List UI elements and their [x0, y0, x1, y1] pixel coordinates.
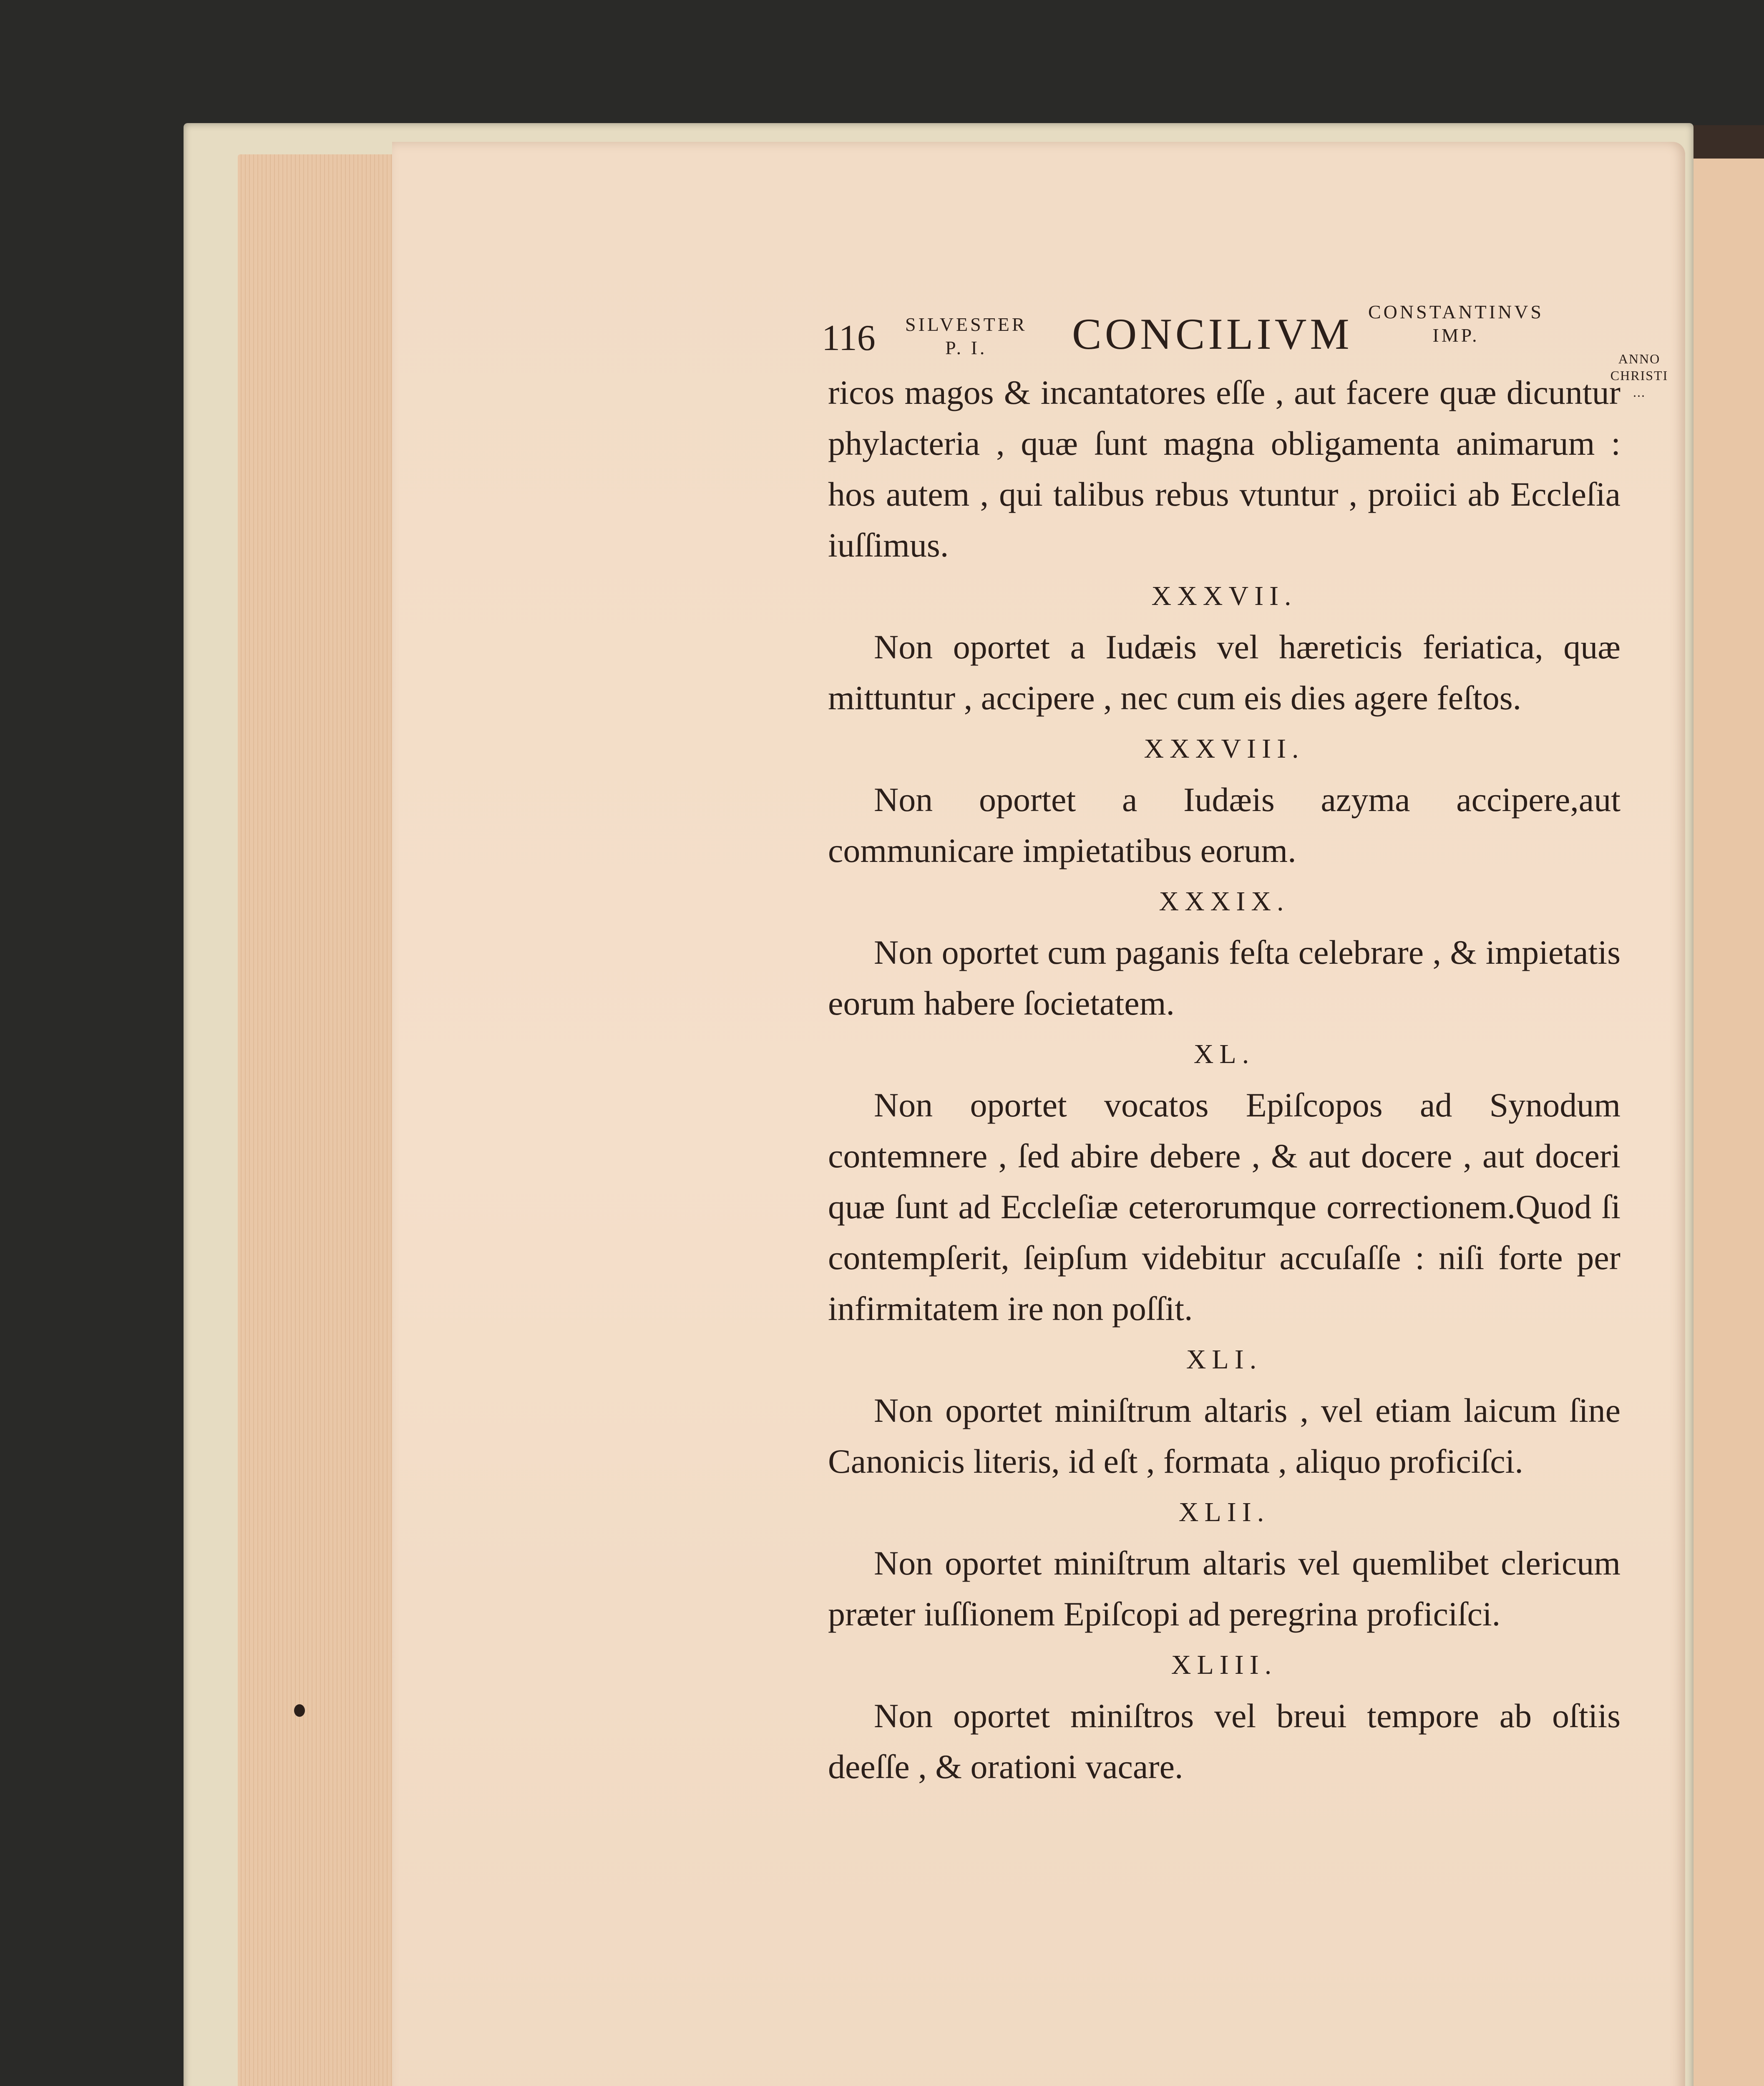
header-left-line2: P. I. [945, 337, 987, 358]
canon-number: XXXIX. [1159, 886, 1290, 917]
margin-note-line3: ... [1633, 385, 1646, 400]
canon-number: XLI. [1186, 1344, 1263, 1375]
margin-note-line1: ANNO [1618, 351, 1661, 366]
canon-number: XLIII. [1171, 1650, 1278, 1680]
header-left-line1: SILVESTER [905, 314, 1027, 335]
canon-text: Non oportet miniſtrum altaris , vel etiam laicum ſine Canonicis literis, id eſt , formata , aliquo proficiſci. [828, 1391, 1621, 1480]
header-right-label [1368, 300, 1544, 347]
ink-spot [294, 1704, 305, 1717]
canon-text: Non oportet cum paganis feſta celebrare , & impietatis eorum habere ſocietatem. [828, 933, 1621, 1022]
canon-text: Non oportet miniſtros vel breui tempore ab oſtiis deeſſe , & orationi vacare. [828, 1697, 1621, 1786]
canon-text: Non oportet vocatos Epiſcopos ad Synodum contemnere , ſed abire debere , & aut docere , aut doceri quæ ſunt ad Eccleſiæ ceterorumque correctionem.Quod ſi contempſerit, ſeipſum videbitur accuſaſſe : niſi forte per infirmitatem ire non poſſit. [828, 1086, 1621, 1328]
page-number: 116 [822, 318, 876, 358]
canon-number: XXXVII. [1151, 581, 1297, 611]
margin-note-line2: CHRISTI [1610, 368, 1668, 383]
canon-text: Non oportet a Iudæis azyma accipere,aut communicare impietatibus eorum. [828, 781, 1621, 869]
page-edge-stack [238, 154, 405, 2086]
header-right-line2: IMP. [1432, 325, 1480, 346]
adjacent-page [1685, 159, 1764, 2086]
header-left-label [905, 313, 1027, 360]
canon-text: Non oportet a Iudæis vel hæreticis feriatica, quæ mittuntur , accipere , nec cum eis dies agere feſtos. [828, 628, 1621, 717]
body-text [828, 367, 1621, 1792]
intro-paragraph: ricos magos & incantatores eſſe , aut facere quæ dicuntur phylacteria , quæ ſunt magna obligamenta animarum : hos autem , qui talibus rebus vtuntur , proiici ab Eccleſia iuſſimus. [828, 373, 1621, 564]
canon-text: Non oportet miniſtrum altaris vel quemlibet clericum præter iuſſionem Epiſcopi ad peregrina proficiſci. [828, 1544, 1621, 1633]
canon-number: XXXVIII. [1144, 733, 1305, 764]
header-title: CONCILIVM [1072, 310, 1353, 358]
header-right-line1: CONSTANTINVS [1368, 301, 1544, 322]
canon-number: XLII. [1178, 1497, 1270, 1527]
canon-number: XL. [1193, 1039, 1255, 1069]
